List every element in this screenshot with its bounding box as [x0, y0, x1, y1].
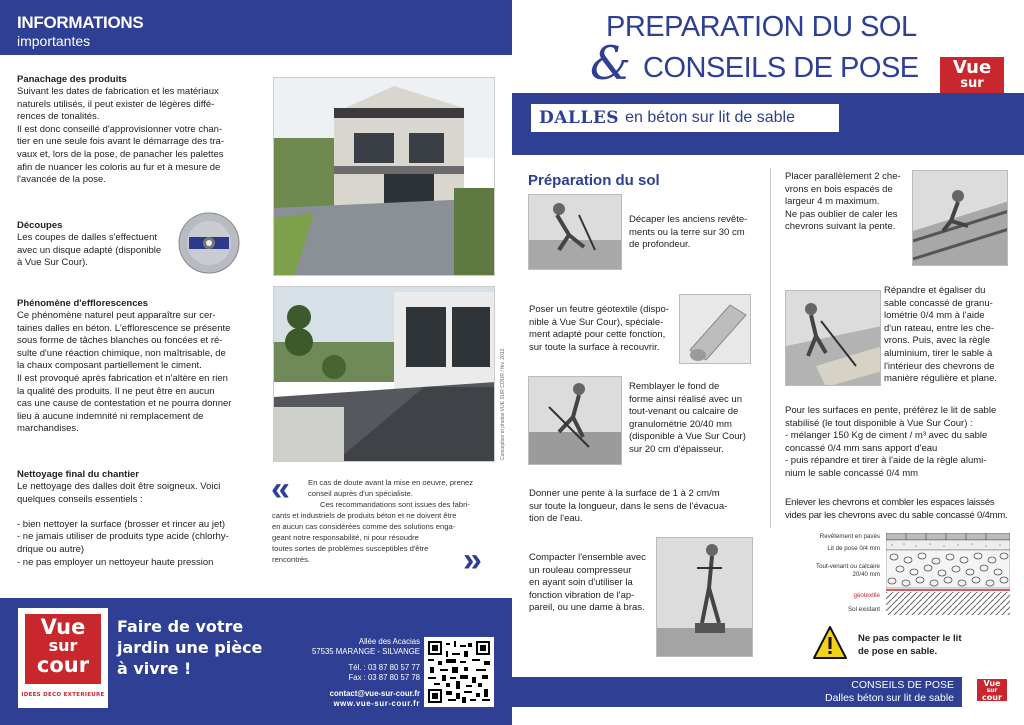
section-title: Découpes [17, 220, 63, 231]
step-illustration-chevrons [912, 170, 1008, 266]
dalles-label: DALLES en béton sur lit de sable [530, 103, 840, 133]
footer-slogan: Faire de votre jardin une pièce à vivre ! [117, 617, 263, 678]
section-title: Phénomène d'efflorescences [17, 298, 149, 309]
step-illustration-decaper [528, 194, 622, 270]
warning-text: Ne pas compacter le lit de pose en sable. [858, 633, 962, 657]
step-illustration-geotextile [679, 294, 751, 364]
garden-photo [273, 286, 495, 462]
step-text: Décaper les anciens revête- ments ou la terre sur 30 cm de profondeur. [629, 214, 748, 251]
header-logo: Vue sur [933, 55, 1011, 133]
quote-open-icon: « [271, 470, 290, 508]
section-body: Le nettoyage des dalles doit être soigneux. Voici quelques conseils essentiels : - bien nettoyer la surface (brosser et rincer au jet) - ne jamais utiliser de produits type acide (chlorhy- drique ou autre) - ne pas employer un nettoyeur haute pression [17, 481, 229, 568]
bottom-logo: Vue sur cour [972, 677, 1012, 709]
label-subbase: Tout-venant ou calcaire [816, 563, 880, 570]
section-body: Suivant les dates de fabrication et les matériaux naturels utilisés, il peut exister de légères diffé- rences de tonalités. Il est donc conseillé d'approvisionner votre chan- tier en une seule fois avant le démarrage des tra- vaux et, lors de la pose, de panacher les palettes afin de nuancer les coloris au fur et à mesure de l'avancée de la pose. [17, 86, 225, 186]
step-text: Enlever les chevrons et combler les espaces laissés vides par les chevrons avec du sable concassé 0/4mm. [785, 497, 1008, 521]
house-photo [273, 77, 495, 276]
step-text: Placer parallèlement 2 che- vrons en bois espacés de largeur 4 m maximum. Ne pas oublier de caler les chevrons suivant la pente. [785, 171, 901, 233]
footer-email[interactable]: contact@vue-sur-cour.fr [329, 689, 420, 698]
warning-icon [813, 625, 847, 661]
column-divider [770, 168, 771, 528]
step-illustration-compacter [656, 537, 753, 657]
label-soil: Sol existant [848, 606, 880, 613]
footer-fax: Fax : 03 87 80 57 78 [348, 673, 420, 682]
section-title: Nettoyage final du chantier [17, 469, 139, 480]
step-text: Répandre et égaliser du sable concassé de granu- lométrie 0/4 mm à l'aide d'un rateau, entre les che- vrons. Puis, avec la règle aluminium, tirer le sable à l'intérieur des chevrons de manière régulière et plane. [884, 285, 998, 385]
step-text: Pour les surfaces en pente, préférez le lit de sable stabilisé (le tout disponible à Vue Sur Cour) : - mélanger 150 Kg de ciment / m³ avec du sable concassé 0/4 mm sans apport d'eau - puis répandre et tirer à l'aide de la règle alumi- nium le sable concassé 0/4 mm [785, 405, 997, 479]
step-text: Poser un feutre géotextile (dispo- nible à Vue Sur Cour), spéciale- ment adapté pour cette fonction, sur toute la surface à recouvrir. [529, 304, 669, 353]
label-subbase-size: 20/40 mm [852, 571, 880, 578]
section-title: Panachage des produits [17, 74, 127, 85]
section-nettoyage [17, 468, 247, 569]
right-title-amp: & [590, 36, 631, 90]
footer-web[interactable]: www.vue-sur-cour.fr [333, 699, 420, 708]
cutting-disc-image [177, 211, 241, 275]
footer-logo: Vue sur cour IDEES DECO EXTERIEURE [18, 608, 108, 708]
left-header-subtitle: importantes [17, 33, 91, 49]
section-body: Ce phénomène naturel peut apparaître sur cer- taines dalles en béton. L'efflorescence se présente sous forme de tâches blanches ou foncées et ré- sulte d'une réaction chimique, non maîtrisable, de la chaux composant partiellement le ciment. Il est provoqué après fabrication et n'altère en rien la qualité des produits. Il ne peut être en aucun cas une cause de contestation et ne pourra donner lieu à aucune indemnité ni remplacement de marchandises. [17, 310, 232, 435]
footer-address: Allée des Acacias 57535 MARANGE - SILVANGE Tél. : 03 87 80 57 77 Fax : 03 87 80 57 78 contact@vue-sur-cour.fr www.vue-sur-cour.fr [290, 637, 420, 709]
step-text: Compacter l'ensemble avec un rouleau compresseur en ayant soin d'utiliser la fonction vibration de l'ap- pareil, ou une dame à bras. [529, 552, 646, 614]
label-pavement: Revêtement en pavés [819, 533, 880, 540]
bottom-right-text: CONSEILS DE POSE Dalles béton sur lit de sable [825, 679, 954, 704]
section-efflorescences [17, 297, 242, 436]
step-text: Donner une pente à la surface de 1 à 2 cm/m sur toute la longueur, dans le sens de l'évacua- tion de l'eau. [529, 488, 728, 525]
left-header-title: INFORMATIONS [17, 13, 144, 32]
quote-text: En cas de doute avant la mise en oeuvre, prenez conseil auprès d'un spécialiste. Ces recommandations sont issues des fabri- cants et industriels de produits béton et ne doivent être en aucun cas considérées comme des solutions enga- geant notre responsabilité, ni pour résoudre toutes sortes de problèmes susceptibles d'être rencontrés. [272, 478, 474, 564]
qr-code[interactable] [424, 637, 494, 707]
step-text: Remblayer le fond de forme ainsi réalisé avec un tout-venant ou calcaire de granulométrie 20/40 mm (disponible à Vue Sur Cour) sur 20 cm d'épaisseur. [629, 381, 746, 455]
prep-title: Préparation du sol [528, 172, 660, 189]
right-title-2: CONSEILS DE POSE [643, 52, 919, 84]
label-bedding: Lit de pose 0/4 mm [827, 545, 880, 552]
section-decoupes [17, 219, 182, 270]
section-panachage [17, 73, 242, 187]
footer-tel: Tél. : 03 87 80 57 77 [348, 663, 420, 672]
step-illustration-remblayer [528, 376, 622, 465]
quote-close-icon: » [463, 541, 482, 579]
photo-credit: Conception et photos VUE SUR COUR / fév. 2012. [500, 347, 506, 460]
label-geotextile: géotextile [853, 592, 880, 599]
right-title-1: PREPARATION DU SOL [606, 11, 917, 43]
layer-diagram [886, 533, 1010, 615]
section-body: Les coupes de dalles s'effectuent avec un disque adapté (disponible à Vue Sur Cour). [17, 232, 162, 269]
step-illustration-sable [785, 290, 881, 386]
